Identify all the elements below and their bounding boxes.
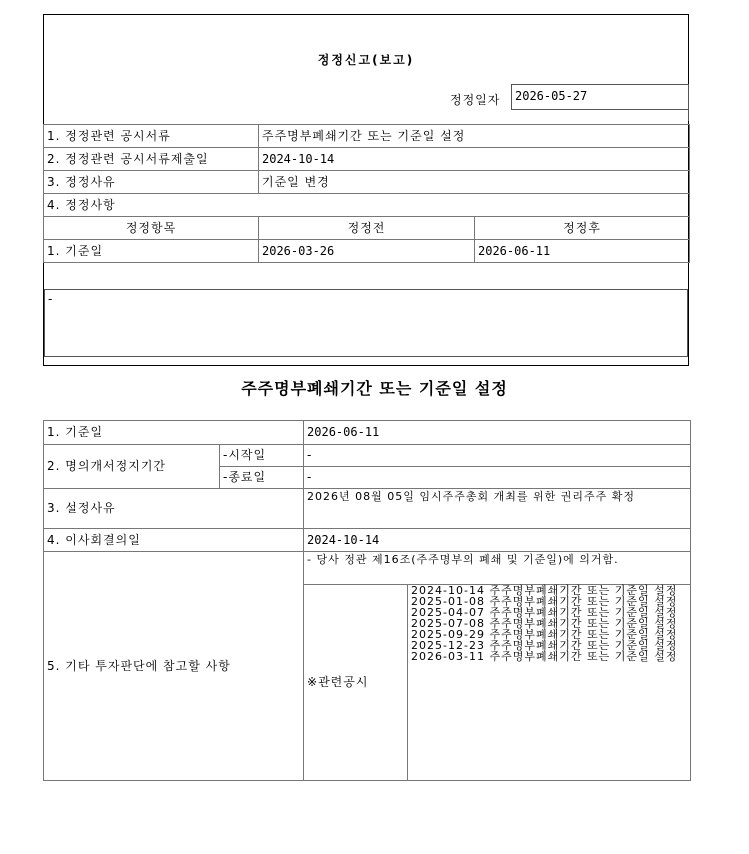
start-value: - xyxy=(304,445,691,467)
section4-label: 4. 정정사항 xyxy=(44,194,690,217)
column-header-item: 정정항목 xyxy=(44,217,259,240)
record-date-row xyxy=(44,421,691,445)
item-after: 2026-06-11 xyxy=(475,240,690,263)
row-label: 3. 정정사유 xyxy=(44,171,259,194)
column-header-before: 정정전 xyxy=(259,217,475,240)
column-header-after: 정정후 xyxy=(475,217,690,240)
other-label: 5. 기타 투자판단에 참고할 사항 xyxy=(44,552,304,781)
related-item[interactable]: 2024-10-14 주주명부폐쇄기간 또는 기준일 설정 xyxy=(411,584,678,597)
related-item[interactable]: 2026-03-11 주주명부폐쇄기간 또는 기준일 설정 xyxy=(411,650,678,663)
other-text: - 당사 정관 제16조(주주명부의 폐쇄 및 기준일)에 의거함. xyxy=(304,552,691,585)
board-value: 2024-10-14 xyxy=(304,529,691,552)
correction-memo: - xyxy=(44,289,688,357)
notice-table xyxy=(43,420,691,781)
record-date-value: 2026-06-11 xyxy=(304,421,691,445)
item-name: 1. 기준일 xyxy=(44,240,259,263)
related-list xyxy=(408,585,691,781)
related-item[interactable]: 2025-07-08 주주명부폐쇄기간 또는 기준일 설정 xyxy=(411,617,678,630)
other-row xyxy=(44,552,691,585)
board-label: 4. 이사회결의일 xyxy=(44,529,304,552)
board-row xyxy=(44,529,691,552)
related-item[interactable]: 2025-04-07 주주명부폐쇄기간 또는 기준일 설정 xyxy=(411,606,678,619)
correction-row xyxy=(44,148,690,171)
date-field-tick xyxy=(688,109,689,121)
item-before: 2026-03-26 xyxy=(259,240,475,263)
row-label: 2. 정정관련 공시서류제출일 xyxy=(44,148,259,171)
notice-title: 주주명부폐쇄기간 또는 기준일 설정 xyxy=(241,379,508,398)
correction-box xyxy=(43,14,689,366)
correction-date-label: 정정일자 xyxy=(450,93,501,107)
record-date-label: 1. 기준일 xyxy=(44,421,304,445)
start-label: -시작일 xyxy=(220,445,304,467)
related-item[interactable]: 2025-01-08 주주명부폐쇄기간 또는 기준일 설정 xyxy=(411,595,678,608)
reason-value: 2026년 08월 05일 임시주주총회 개최를 위한 권리주주 확정 xyxy=(304,489,691,529)
related-item[interactable]: 2025-12-23 주주명부폐쇄기간 또는 기준일 설정 xyxy=(411,639,678,652)
related-label: ※관련공시 xyxy=(304,585,408,781)
column-header-row xyxy=(44,217,690,240)
suspension-label: 2. 명의개서정지기간 xyxy=(44,445,220,489)
reason-row xyxy=(44,489,691,529)
suspension-start-row xyxy=(44,445,691,467)
related-item[interactable]: 2025-09-29 주주명부폐쇄기간 또는 기준일 설정 xyxy=(411,628,678,641)
correction-item-row xyxy=(44,240,690,263)
correction-title: 정정신고(보고) xyxy=(317,53,415,67)
end-label: -종료일 xyxy=(220,467,304,489)
row-label: 1. 정정관련 공시서류 xyxy=(44,125,259,148)
end-value: - xyxy=(304,467,691,489)
row-value: 주주명부폐쇄기간 또는 기준일 설정 xyxy=(259,125,690,148)
row-value: 기준일 변경 xyxy=(259,171,690,194)
reason-label: 3. 설정사유 xyxy=(44,489,304,529)
correction-date-field[interactable]: 2026-05-27 xyxy=(511,84,689,110)
section-row xyxy=(44,194,690,217)
correction-row xyxy=(44,125,690,148)
correction-row xyxy=(44,171,690,194)
row-value: 2024-10-14 xyxy=(259,148,690,171)
correction-table xyxy=(43,124,690,263)
